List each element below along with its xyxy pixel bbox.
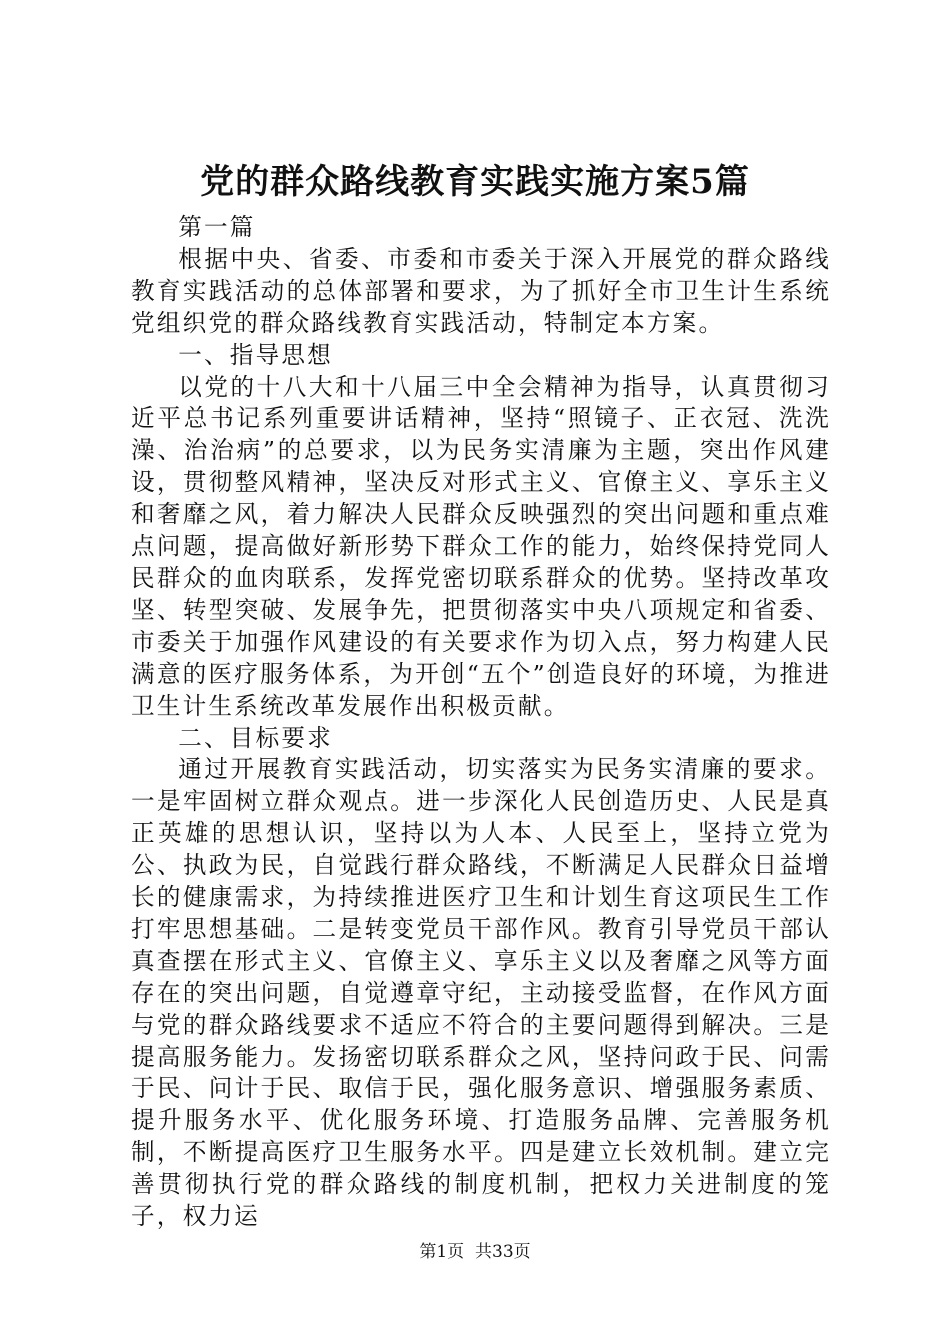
goals-requirements-paragraph: 通过开展教育实践活动，切实落实为民务实清廉的要求。一是牢固树立群众观点。进一步深化人民创造历史、人民是真正英雄的思想认识，坚持以为人本、人民至上，坚持立党为公、执政为民，自觉践行群众路线，不断满足人民群众日益增长的健康需求，为持续推进医疗卫生和计划生育这项民生工作打牢思想基础。二是转变党员干部作风。教育引导党员干部认真查摆在形式主义、官僚主义、享乐主义以及奢靡之风等方面存在的突出问题，自觉遵章守纪，主动接受监督，在作风方面与党的群众路线要求不适应不符合的主要问题得到解决。三是提高服务能力。发扬密切联系群众之风，坚持问政于民、问需于民、问计于民、取信于民，强化服务意识、增强服务素质、提升服务水平、优化服务环境、打造服务品牌、完善服务机制，不断提高医疗卫生服务水平。四是建立长效机制。建立完善贯彻执行党的群众路线的制度机制，把权力关进制度的笼子，权力运 xyxy=(131,755,831,1231)
heading-goals-requirements: 二、目标要求 xyxy=(178,723,333,752)
page-footer xyxy=(0,1240,950,1264)
heading-guiding-ideology: 一、指导思想 xyxy=(178,340,333,369)
page-total: 共33页 xyxy=(475,1242,531,1262)
section-label-part-one: 第一篇 xyxy=(178,213,256,241)
document-body xyxy=(131,212,831,1233)
intro-paragraph: 根据中央、省委、市委和市委关于深入开展党的群众路线教育实践活动的总体部署和要求，为了抓好全市卫生计生系统党组织党的群众路线教育实践活动，特制定本方案。 xyxy=(131,244,831,337)
document-title: 党的群众路线教育实践实施方案5篇 xyxy=(200,162,750,202)
guiding-ideology-paragraph: 以党的十八大和十八届三中全会精神为指导，认真贯彻习近平总书记系列重要讲话精神，坚持“照镜子、正衣冠、洗洗澡、治治病”的总要求，以为民务实清廉为主题，突出作风建设，贯彻整风精神，坚决反对形式主义、官僚主义、享乐主义和奢靡之风，着力解决人民群众反映强烈的突出问题和重点难点问题，提高做好新形势下群众工作的能力，始终保持党同人民群众的血肉联系，发挥党密切联系群众的优势。坚持改革攻坚、转型突破、发展争先，把贯彻落实中央八项规定和省委、市委关于加强作风建设的有关要求作为切入点，努力构建人民满意的医疗服务体系，为开创“五个”创造良好的环境，为推进卫生计生系统改革发展作出积极贡献。 xyxy=(131,372,831,720)
page-number: 第1页 xyxy=(419,1242,465,1262)
